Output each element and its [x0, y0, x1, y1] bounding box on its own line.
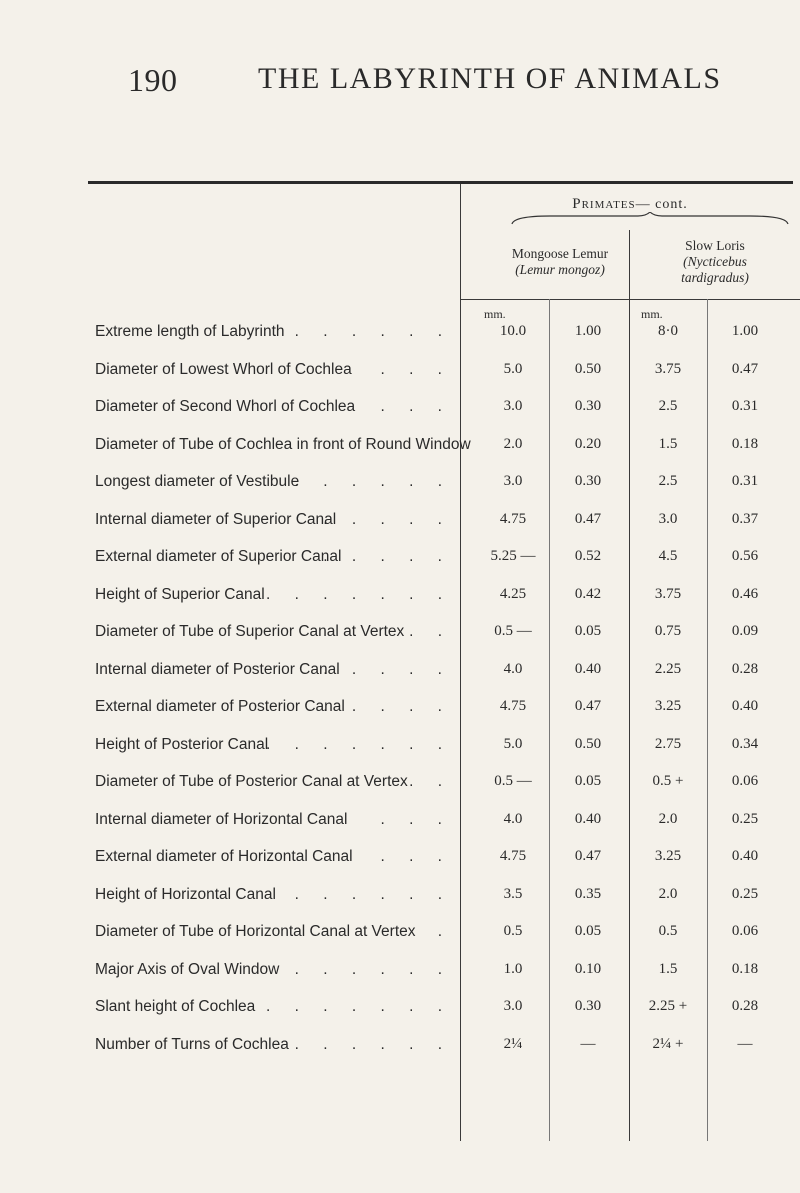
row-leader-dots: . . .: [380, 361, 452, 378]
row-value: 0.47: [574, 511, 602, 527]
row-value: 0.5: [503, 923, 523, 939]
row-value: 0.06: [731, 773, 759, 789]
table-row: [0, 773, 800, 803]
table-row: [0, 361, 800, 391]
table-row: [0, 623, 800, 653]
row-value: 0.5 —: [494, 773, 532, 789]
row-leader-dots: . . .: [380, 848, 452, 865]
row-value: 2.25: [654, 661, 682, 677]
unit-label: mm.: [641, 307, 663, 321]
column-head-mongoose-lemur: [490, 246, 630, 278]
row-value: 1.00: [731, 323, 759, 339]
row-leader-dots: . . .: [380, 811, 452, 828]
row-value: 0.40: [574, 811, 602, 827]
row-label: Longest diameter of Vestibule: [95, 473, 300, 490]
row-label: Height of Horizontal Canal: [95, 886, 276, 903]
row-value: 0.09: [731, 623, 759, 639]
running-head: [0, 62, 800, 102]
row-label: Height of Posterior Canal: [95, 736, 269, 753]
row-value: 4.0: [503, 811, 523, 827]
row-value: 0.5 —: [494, 623, 532, 639]
row-value: 0.28: [731, 998, 759, 1014]
row-value: 2¼: [503, 1036, 523, 1052]
row-value: 0.10: [574, 961, 602, 977]
row-value: 2.5: [658, 398, 678, 414]
table-row: [0, 511, 800, 541]
row-value: 3.0: [658, 511, 678, 527]
group-brace: [510, 212, 790, 226]
table-row: [0, 923, 800, 953]
row-value: 0.31: [731, 398, 759, 414]
column-head-slow-loris: [640, 238, 790, 286]
row-value: 1.5: [658, 961, 678, 977]
row-value: 4.5: [658, 548, 678, 564]
row-value: 3.25: [654, 848, 682, 864]
column-head-latin: (Lemur mongoz): [515, 262, 605, 277]
table-row: [0, 998, 800, 1028]
group-title-suffix: — cont.: [635, 197, 688, 212]
row-value: 2.5: [658, 473, 678, 489]
row-label: Height of Superior Canal: [95, 586, 265, 603]
row-leader-dots: . .: [409, 623, 452, 640]
row-label: Internal diameter of Superior Canal: [95, 511, 337, 528]
page-number: 190: [128, 62, 178, 98]
table-row: [0, 473, 800, 503]
unit-label: mm.: [484, 307, 506, 321]
row-value: 0.20: [574, 436, 602, 452]
row-value: 2¼ +: [652, 1036, 684, 1052]
row-leader-dots: . .: [409, 773, 452, 790]
row-value: 0.18: [731, 961, 759, 977]
row-value: 0.30: [574, 473, 602, 489]
row-leader-dots: . . . . . .: [294, 961, 452, 978]
row-value: 3.5: [503, 886, 523, 902]
row-leader-dots: . . . . . .: [294, 473, 452, 490]
row-value: 0.50: [574, 736, 602, 752]
row-leader-dots: . . . . . .: [294, 323, 452, 340]
table-top-rule: [88, 181, 793, 184]
row-value: 0.28: [731, 661, 759, 677]
row-value: 3.0: [503, 473, 523, 489]
row-value: 0.47: [574, 698, 602, 714]
table-row: [0, 886, 800, 916]
row-leader-dots: . . . . . .: [294, 886, 452, 903]
row-value: 0.05: [574, 773, 602, 789]
row-value: 3.0: [503, 998, 523, 1014]
table-row: [0, 436, 800, 466]
column-head-latin-b: tardigradus): [681, 270, 749, 285]
row-value: 3.75: [654, 361, 682, 377]
row-value: 0.5 +: [652, 773, 684, 789]
row-leader-dots: . . . . . .: [294, 1036, 452, 1053]
row-value: 1.00: [574, 323, 602, 339]
row-leader-dots: . . . . .: [323, 511, 452, 528]
row-leader-dots: . . . . .: [323, 661, 452, 678]
row-value: 3.0: [503, 398, 523, 414]
row-leader-dots: . . . . .: [323, 548, 452, 565]
header-rule: [460, 299, 800, 300]
row-label: Diameter of Lowest Whorl of Cochlea: [95, 361, 352, 378]
row-value: 0.34: [731, 736, 759, 752]
row-value: 0.37: [731, 511, 759, 527]
row-value: 0.05: [574, 923, 602, 939]
row-value: 4.75: [499, 848, 527, 864]
row-value: 4.75: [499, 511, 527, 527]
table-row: [0, 398, 800, 428]
row-value: 0.30: [574, 398, 602, 414]
table-row: [0, 811, 800, 841]
table-row: [0, 661, 800, 691]
row-value: 4.25: [499, 586, 527, 602]
row-value: 5.0: [503, 361, 523, 377]
column-head-name: Slow Loris: [685, 238, 745, 253]
row-value: 1.0: [503, 961, 523, 977]
row-value: 2.25 +: [648, 998, 688, 1014]
row-leader-dots: .: [437, 923, 452, 940]
column-head-latin-a: (Nycticebus: [683, 254, 747, 269]
row-label: Number of Turns of Cochlea: [95, 1036, 289, 1053]
table-row: [0, 1036, 800, 1066]
row-value: 10.0: [499, 323, 527, 339]
row-value: 0.5: [658, 923, 678, 939]
row-value: 0.40: [731, 698, 759, 714]
row-value: 0.52: [574, 548, 602, 564]
table-row: [0, 736, 800, 766]
row-label: External diameter of Superior Canal: [95, 548, 342, 565]
page-title: THE LABYRINTH OF ANIMALS: [258, 62, 722, 95]
group-title: [460, 196, 800, 213]
row-value: 0.25: [731, 811, 759, 827]
row-label: Diameter of Tube of Superior Canal at Vertex: [95, 623, 405, 640]
row-value: —: [580, 1036, 596, 1052]
row-value: 0.06: [731, 923, 759, 939]
row-label: Internal diameter of Horizontal Canal: [95, 811, 348, 828]
row-label: External diameter of Horizontal Canal: [95, 848, 353, 865]
row-leader-dots: . . . . . . .: [266, 998, 452, 1015]
row-value: 0.56: [731, 548, 759, 564]
row-label: External diameter of Posterior Canal: [95, 698, 345, 715]
group-title-label: Primates: [572, 196, 636, 212]
row-label: Diameter of Tube of Horizontal Canal at Vertex: [95, 923, 416, 940]
row-value: 8·0: [658, 323, 678, 339]
row-label: Internal diameter of Posterior Canal: [95, 661, 340, 678]
row-value: 0.50: [574, 361, 602, 377]
row-value: 2.75: [654, 736, 682, 752]
table-row: [0, 961, 800, 991]
row-value: 0.42: [574, 586, 602, 602]
table-row: [0, 698, 800, 728]
row-label: Diameter of Second Whorl of Cochlea: [95, 398, 356, 415]
row-value: 0.47: [731, 361, 759, 377]
row-leader-dots: . . . . . . .: [266, 586, 452, 603]
row-value: 0.30: [574, 998, 602, 1014]
table-row: [0, 323, 800, 353]
row-value: 1.5: [658, 436, 678, 452]
row-value: 0.47: [574, 848, 602, 864]
table-row: [0, 548, 800, 578]
row-value: 2.0: [658, 886, 678, 902]
row-value: 5.25 —: [490, 548, 536, 564]
row-value: 3.25: [654, 698, 682, 714]
row-value: 0.05: [574, 623, 602, 639]
row-value: 0.40: [731, 848, 759, 864]
row-label: Diameter of Tube of Posterior Canal at Vertex: [95, 773, 408, 790]
row-value: 2.0: [503, 436, 523, 452]
column-head-name: Mongoose Lemur: [511, 246, 609, 261]
row-value: 0.25: [731, 886, 759, 902]
table-row: [0, 586, 800, 616]
row-leader-dots: . . .: [380, 398, 452, 415]
table-row: [0, 848, 800, 878]
row-label: Major Axis of Oval Window: [95, 961, 280, 978]
row-value: 0.35: [574, 886, 602, 902]
row-label: Diameter of Tube of Cochlea in front of Round Window: [95, 436, 471, 453]
row-label: Slant height of Cochlea: [95, 998, 256, 1015]
row-value: 4.0: [503, 661, 523, 677]
row-value: 5.0: [503, 736, 523, 752]
row-label: Extreme length of Labyrinth: [95, 323, 285, 340]
row-value: 0.46: [731, 586, 759, 602]
row-value: 0.40: [574, 661, 602, 677]
row-leader-dots: . . . . . . .: [266, 736, 452, 753]
row-value: 2.0: [658, 811, 678, 827]
row-leader-dots: . . . . .: [323, 698, 452, 715]
row-value: —: [737, 1036, 753, 1052]
row-value: 0.18: [731, 436, 759, 452]
row-value: 3.75: [654, 586, 682, 602]
row-value: 0.75: [654, 623, 682, 639]
row-value: 4.75: [499, 698, 527, 714]
row-value: 0.31: [731, 473, 759, 489]
